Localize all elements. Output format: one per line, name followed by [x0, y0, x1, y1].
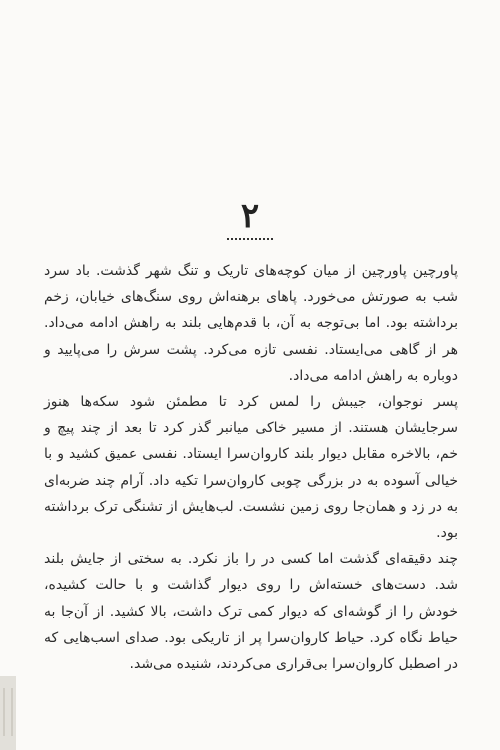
watermark-logo-icon — [0, 676, 16, 750]
paragraph-3: چند دقیقه‌ای گذشت اما کسی در را باز نکرد. به سختی از جایش بلند شد. دست‌های خسته‌اش را روی دیوار گذاشت و با حالت کشیده، خودش را از گوشه‌ای که دیوار کمی ترک داشت، بالا کشید. از آن‌جا به حیاط نگاه کرد. حیاط کاروان‌سرا پر از تاریکی بود. صدای اسب‌هایی که در اصطبل کاروان‌سرا بی‌قراری می‌کردند، شنیده می‌شد. — [44, 551, 458, 673]
chapter-number: ۲ — [240, 196, 260, 236]
chapter-heading — [0, 196, 500, 240]
paragraph-1: پاورچین پاورچین از میان کوچه‌های تاریک و تنگ شهر گذشت. باد سرد شب به صورتش می‌خورد. پاهای برهنه‌اش روی سنگ‌های خیابان، زخم برداشته بود. اما بی‌توجه به آن، با قدم‌هایی بلند به راهش ادامه می‌داد. هر از گاهی می‌ایستاد. نفسی تازه می‌کرد. پشت سرش را می‌پایید و دوباره به راهش ادامه می‌داد. — [44, 263, 458, 384]
chapter-body — [44, 258, 458, 677]
chapter-divider — [227, 238, 273, 240]
paragraph-2: پسر نوجوان، جیبش را لمس کرد تا مطمئن شود سکه‌ها هنوز سرجایشان هستند. از مسیر خاکی میانبر گذر کرد تا بعد از چند پیچ و خم، بالاخره مقابل دیوار بلند کاروان‌سرا ایستاد. نفسی عمیق کشید و با خیالی آسوده به در بزرگی چوبی کاروان‌سرا تکیه داد. آرام چند ضربه‌ای به در زد و همان‌جا روی زمین نشست. لب‌هایش از تشنگی ترک برداشته بود. — [44, 394, 458, 542]
